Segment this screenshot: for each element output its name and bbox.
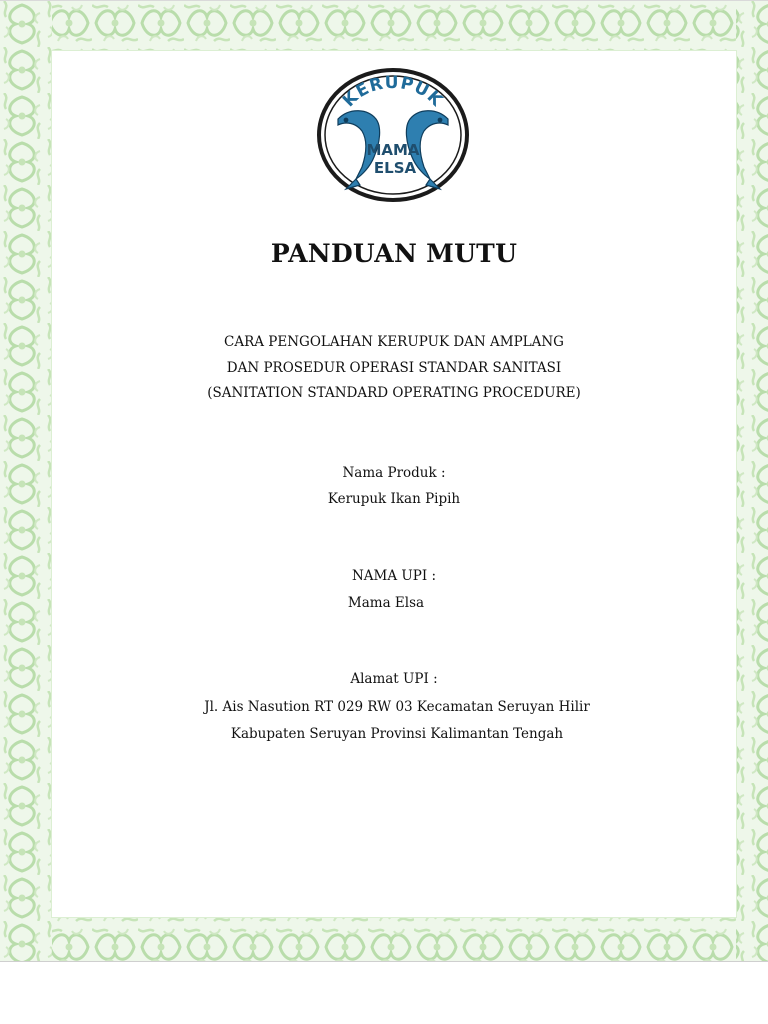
upi-label: NAMA UPI : <box>351 568 437 584</box>
kerupuk-mama-elsa-logo <box>316 67 470 203</box>
logo-bottom-text-2: ELSA <box>373 159 417 177</box>
address-line-2: Kabupaten Seruyan Provinsi Kalimantan Tengah <box>230 726 564 742</box>
address-label: Alamat UPI : <box>350 671 438 687</box>
product-label: Nama Produk : <box>342 465 446 481</box>
upi-value: Mama Elsa <box>347 595 425 611</box>
document-title: PANDUAN MUTU <box>270 239 518 268</box>
logo-bottom-text-1: MAMA <box>366 141 420 159</box>
subtitle-line-3: (SANITATION STANDARD OPERATING PROCEDURE) <box>207 385 581 401</box>
logo-top-text: KERUPUK <box>339 72 447 112</box>
product-value: Kerupuk Ikan Pipih <box>327 491 461 507</box>
page-bottom-margin <box>0 962 768 1024</box>
address-line-1: Jl. Ais Nasution RT 029 RW 03 Kecamatan Seruyan Hilir <box>204 699 590 715</box>
subtitle-line-1: CARA PENGOLAHAN KERUPUK DAN AMPLANG <box>224 334 564 350</box>
subtitle-line-2: DAN PROSEDUR OPERASI STANDAR SANITASI <box>226 360 562 376</box>
